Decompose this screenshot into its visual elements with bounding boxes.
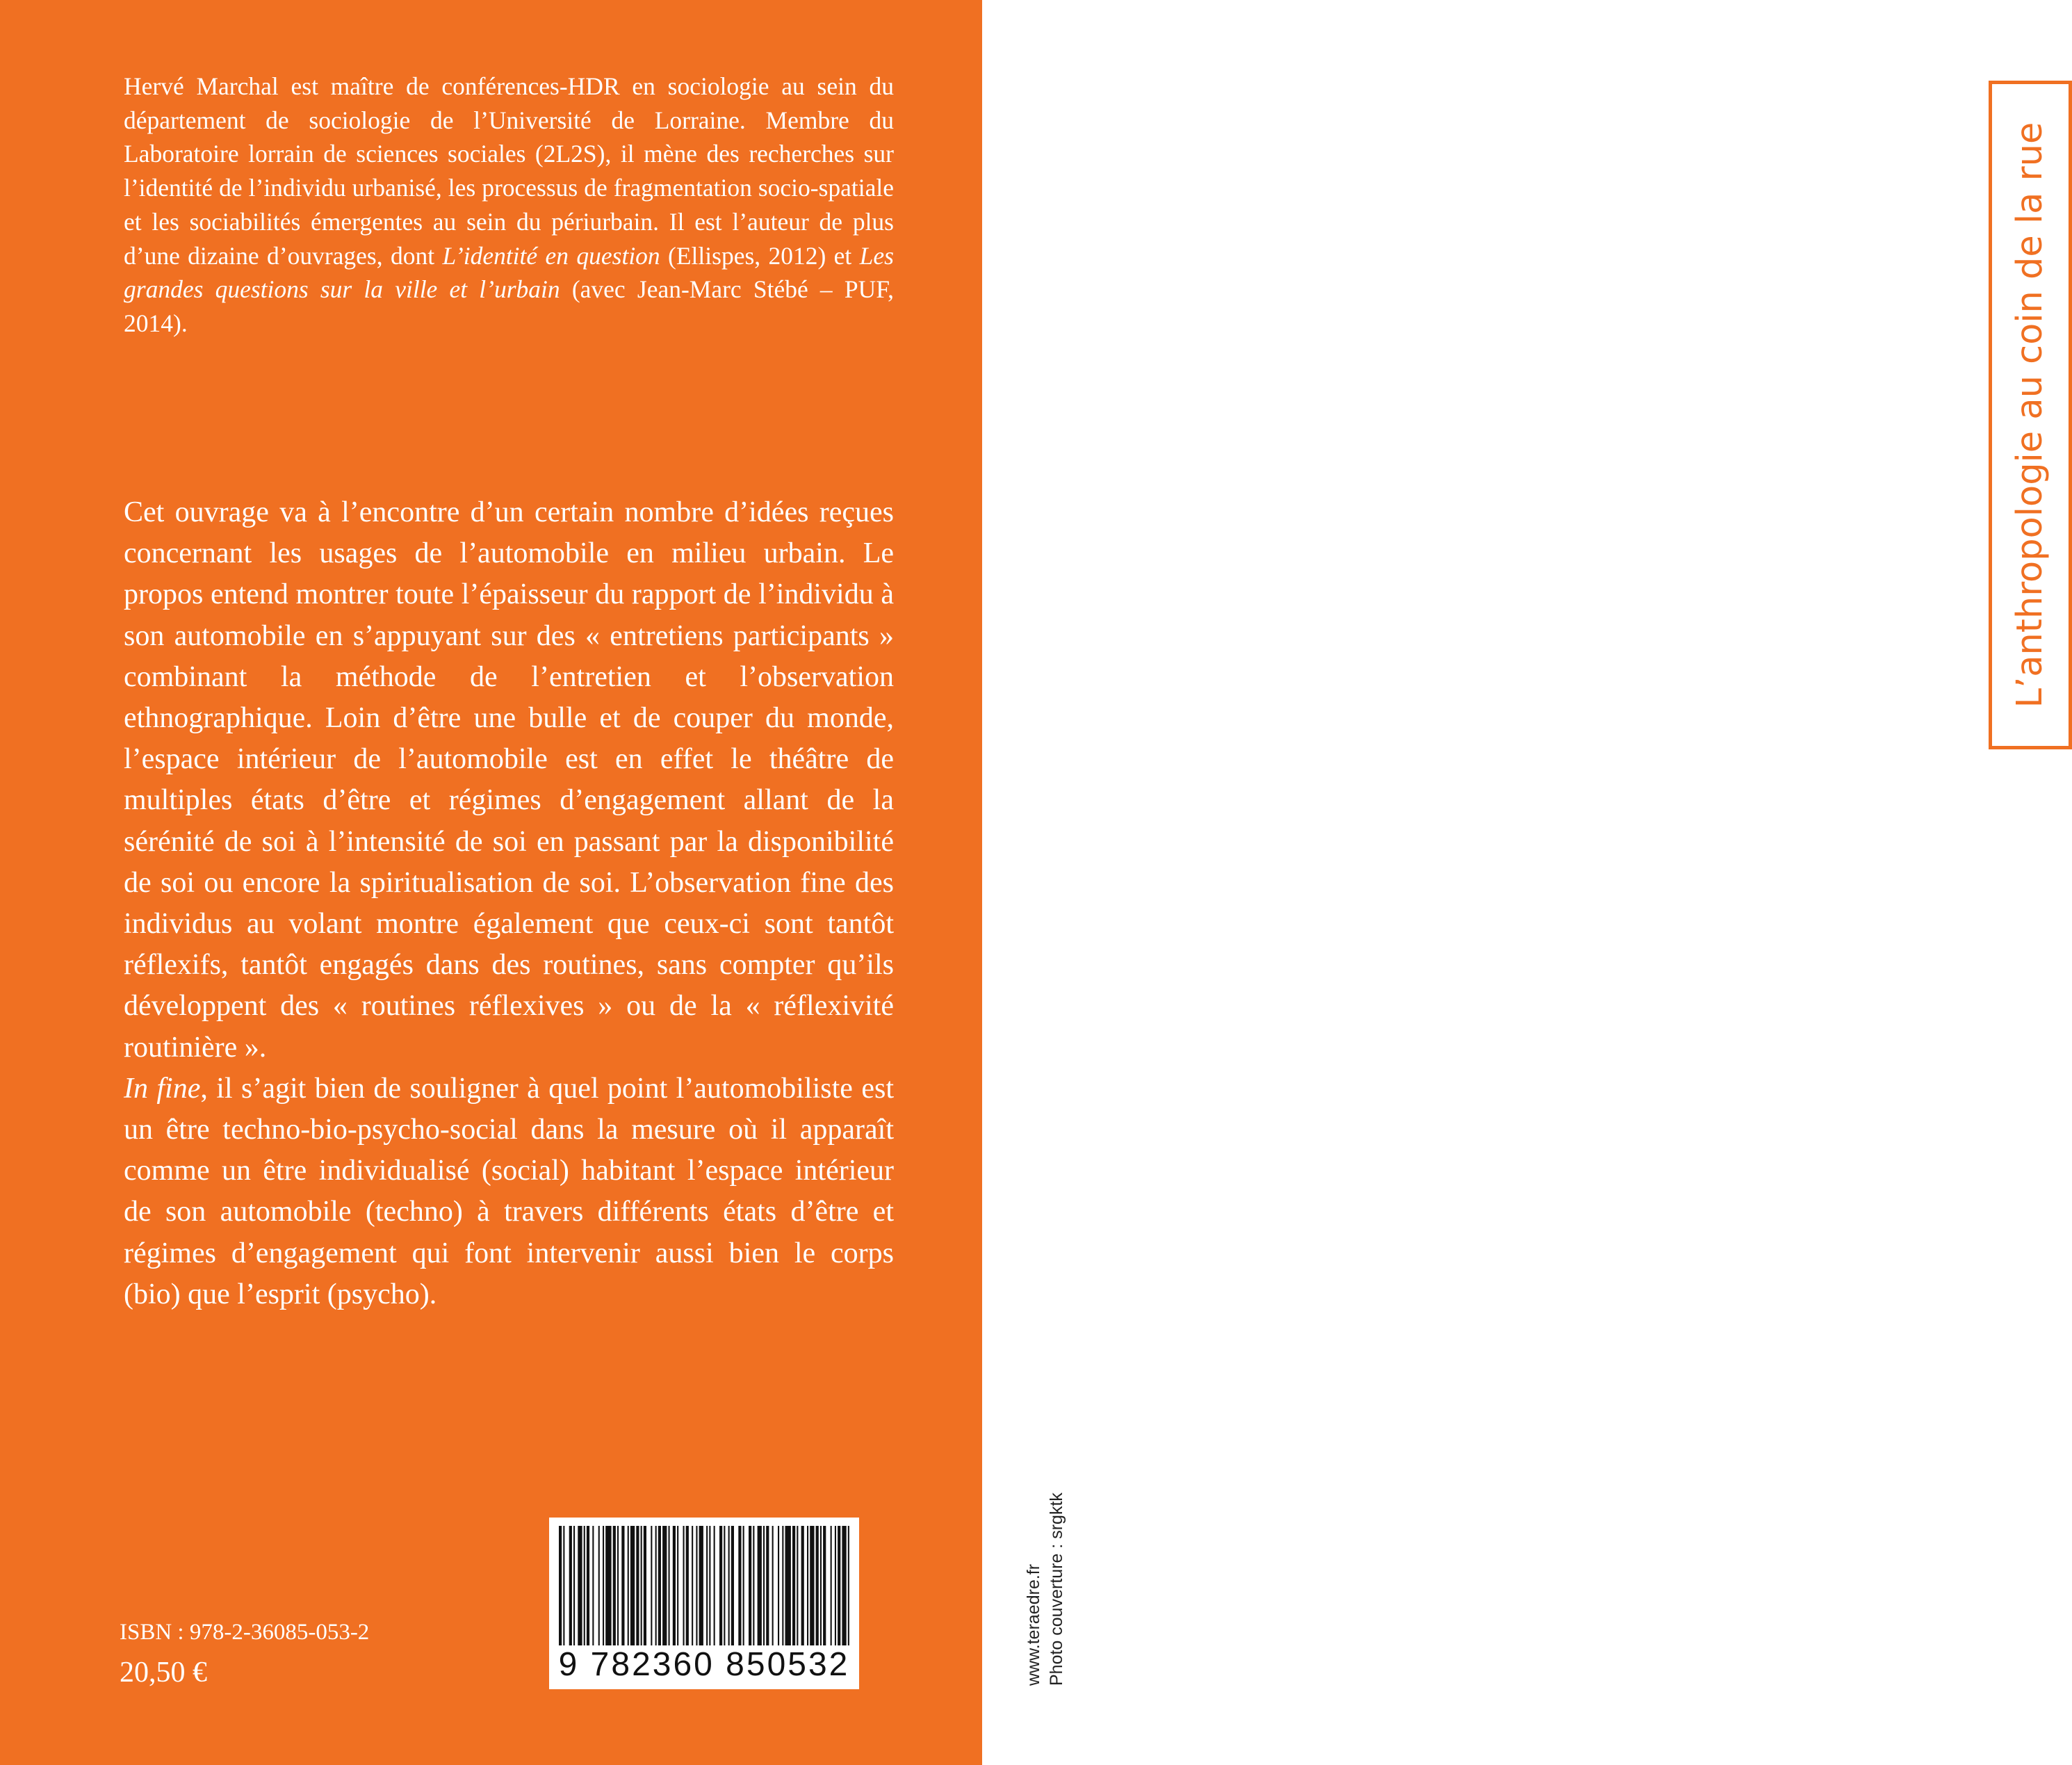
barcode-bar — [636, 1526, 639, 1645]
barcode-bar — [696, 1526, 697, 1645]
barcode-bar — [673, 1526, 676, 1645]
barcode-bar — [801, 1526, 804, 1645]
barcode-bar — [753, 1526, 754, 1645]
publisher-website: www.teraedre.fr — [1024, 1563, 1043, 1686]
barcode-bar — [842, 1526, 846, 1645]
barcode-bar — [738, 1526, 741, 1645]
barcode-bar — [662, 1526, 667, 1645]
barcode-bar — [838, 1526, 840, 1645]
barcode-bar — [603, 1526, 604, 1645]
barcode-bar — [792, 1526, 795, 1645]
barcode-bar — [630, 1526, 635, 1645]
barcode-bar — [772, 1526, 774, 1645]
barcode-bar — [683, 1526, 685, 1645]
author-bio-text: Hervé Marchal est maître de conférences-HDR en sociologie au sein du département de sociologie de l’Université de Lorraine. Membre du Laboratoire lorrain de sciences sociales (2L2S), il mène des recherches sur l’identité de l’individu urbanisé, les processus de fragmentation socio-spatiale et les sociabilités émergentes au sein du périurbain. Il est l’auteur de plus d’une dizaine d’ouvrages, dont — [124, 72, 894, 270]
barcode-bar — [621, 1526, 624, 1645]
barcode-bar — [782, 1526, 783, 1645]
barcode-bar — [766, 1526, 769, 1645]
series-title: L’anthropologie au coin de la rue — [2009, 122, 2050, 708]
barcode-bar — [658, 1526, 661, 1645]
barcode-bar — [628, 1526, 629, 1645]
barcode-bar — [569, 1526, 572, 1645]
photo-credit: Photo couverture : srgktk — [1047, 1492, 1066, 1686]
barcode-bar — [835, 1526, 836, 1645]
barcode-bar — [831, 1526, 832, 1645]
barcode-bar — [613, 1526, 616, 1645]
barcode-bar — [758, 1526, 762, 1645]
barcode-digits: 9 782360 850532 — [558, 1646, 850, 1683]
barcode-bar — [655, 1526, 657, 1645]
summary-paragraph-2-text: , il s’agit bien de souligner à quel point l’automobiliste est un être techno-bio-psycho-social dans la mesure où il apparaît comme un être individualisé (social) habitant l’espace intérieur de son automobile (techno) à travers différents états d’être et régimes d’engagement qui font intervenir aussi bien le corps (bio) que l’esprit (psycho). — [124, 1072, 895, 1310]
barcode-bar — [699, 1526, 703, 1645]
barcode-bar — [559, 1526, 562, 1645]
barcode-bar — [578, 1526, 582, 1645]
barcode-bar — [617, 1526, 619, 1645]
barcode-bar — [848, 1526, 849, 1645]
barcode-bar — [563, 1526, 564, 1645]
barcode-bar — [573, 1526, 575, 1645]
back-cover — [0, 0, 982, 1765]
barcode-bar — [749, 1526, 751, 1645]
barcode-bar — [728, 1526, 730, 1645]
summary-italic-in-fine: In fine — [124, 1072, 201, 1105]
barcode-bar — [709, 1526, 710, 1645]
barcode-bar — [598, 1526, 600, 1645]
author-bio-text: (avec Jean-Marc Stébé – PUF, 2014). — [124, 275, 894, 337]
barcode-bar — [641, 1526, 642, 1645]
barcode-bar — [651, 1526, 652, 1645]
barcode-bar — [763, 1526, 765, 1645]
author-bio-text: (Ellispes, 2012) et — [660, 241, 860, 270]
barcode-bar — [797, 1526, 798, 1645]
isbn: ISBN : 978-2-36085-053-2 — [120, 1620, 370, 1645]
summary-paragraph-2 — [124, 1068, 894, 1315]
barcode-bar — [605, 1526, 611, 1645]
barcode-bar — [584, 1526, 585, 1645]
barcode-bar — [731, 1526, 734, 1645]
author-biography — [124, 70, 894, 341]
barcode-bars — [549, 1518, 859, 1650]
book-title-grandes-questions: Les grandes questions sur la ville et l’urbain — [124, 241, 894, 304]
barcode-bar — [714, 1526, 715, 1645]
barcode-bar — [587, 1526, 589, 1645]
barcode-bar — [820, 1526, 822, 1645]
barcode-bar — [743, 1526, 744, 1645]
barcode-bar — [724, 1526, 725, 1645]
book-summary — [124, 492, 894, 1315]
barcode-bar — [816, 1526, 819, 1645]
series-title-box — [1989, 81, 2072, 749]
barcode-bar — [778, 1526, 779, 1645]
barcode-bar — [677, 1526, 678, 1645]
spine-credits — [1022, 1492, 1068, 1686]
barcode-bar — [810, 1526, 814, 1645]
barcode-bar — [692, 1526, 693, 1645]
price: 20,50 € — [120, 1657, 207, 1689]
barcode-bar — [644, 1526, 646, 1645]
barcode-bar — [823, 1526, 826, 1645]
barcode-bar — [592, 1526, 594, 1645]
barcode-bar — [807, 1526, 808, 1645]
barcode-bar — [706, 1526, 708, 1645]
barcode-bar — [669, 1526, 670, 1645]
book-title-identite: L’identité en question — [442, 241, 660, 270]
summary-paragraph-1: Cet ouvrage va à l’encontre d’un certain nombre d’idées reçues concernant les usages de l’automobile en milieu urbain. Le propos entend montrer toute l’épaisseur du rapport de l’individu à son automobile en s’appuyant sur des « entretiens participants » combinant la méthode de l’entretien et l’observation ethnographique. Loin d’être une bulle et de couper du monde, l’espace intérieur de l’automobile est en effet le théâtre de multiples états d’être et régimes d’engagement allant de la sérénité de soi à l’intensité de soi en passant par la disponibilité de soi ou encore la spiritualisation de soi. L’observation fine des individus au volant montre également que ceux-ci sont tantôt réflexifs, tantôt engagés dans des routines, sans compter qu’ils développent des « routines réflexives » ou de la « réflexivité routinière ». — [124, 496, 894, 1064]
barcode — [549, 1518, 859, 1689]
barcode-bar — [719, 1526, 722, 1645]
barcode-bar — [785, 1526, 791, 1645]
barcode-bar — [686, 1526, 689, 1645]
